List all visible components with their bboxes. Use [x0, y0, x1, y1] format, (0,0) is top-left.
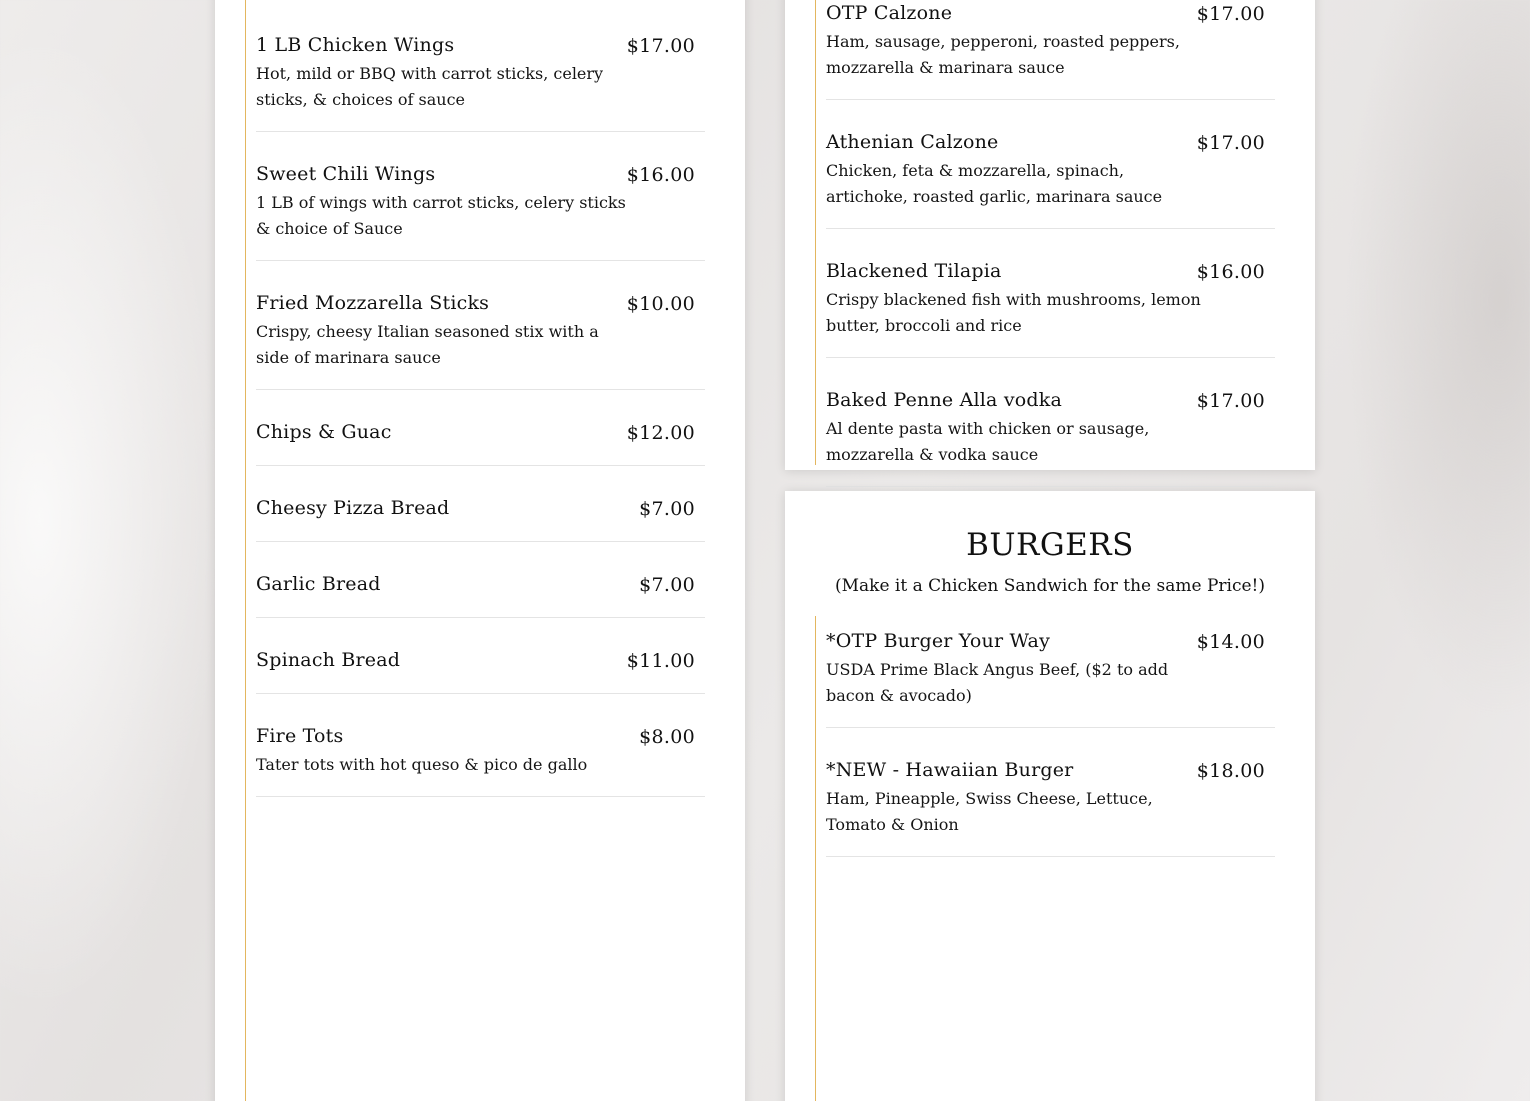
menu-item — [256, 0, 705, 132]
menu-item — [256, 132, 705, 261]
item-description: 1 LB of wings with carrot sticks, celery sticks & choice of Sauce — [256, 193, 626, 238]
item-description: Ham, Pineapple, Swiss Cheese, Lettuce, Tomato & Onion — [826, 789, 1153, 834]
menu-card-left — [215, 0, 745, 1101]
item-description: Hot, mild or BBQ with carrot sticks, celery sticks, & choices of sauce — [256, 64, 604, 109]
item-price: $10.00 — [626, 293, 695, 315]
menu-item-list — [245, 0, 706, 1101]
item-name: *NEW - Hawaiian Burger — [826, 759, 1074, 781]
item-price: $16.00 — [626, 164, 695, 186]
item-name: *OTP Burger Your Way — [826, 630, 1051, 652]
menu-item — [256, 261, 705, 390]
item-name: OTP Calzone — [826, 2, 953, 24]
item-price: $12.00 — [626, 422, 695, 444]
item-description: Crispy, cheesy Italian seasoned stix with a side of marinara sauce — [256, 322, 599, 367]
item-name: Spinach Bread — [256, 649, 401, 671]
menu-item — [826, 100, 1275, 229]
menu-card-right-top — [785, 0, 1315, 470]
item-description: Tater tots with hot queso & pico de gallo — [256, 755, 588, 774]
item-name: Fried Mozzarella Sticks — [256, 292, 490, 314]
item-price: $18.00 — [1196, 760, 1265, 782]
menu-item-list — [815, 616, 1276, 1101]
menu-item — [826, 0, 1275, 100]
item-price: $17.00 — [1196, 3, 1265, 25]
menu-item — [256, 390, 705, 466]
menu-item — [826, 616, 1275, 728]
item-name: Chips & Guac — [256, 421, 392, 443]
menu-item — [256, 618, 705, 694]
menu-item — [256, 542, 705, 618]
item-price: $17.00 — [1196, 390, 1265, 412]
item-name: Blackened Tilapia — [826, 260, 1002, 282]
section-title: BURGERS — [966, 527, 1134, 563]
item-price: $16.00 — [1196, 261, 1265, 283]
item-price: $11.00 — [626, 650, 695, 672]
item-name: Cheesy Pizza Bread — [256, 497, 450, 519]
item-name: 1 LB Chicken Wings — [256, 34, 455, 56]
menu-item — [256, 466, 705, 542]
menu-item — [826, 728, 1275, 857]
item-name: Fire Tots — [256, 725, 344, 747]
item-price: $17.00 — [1196, 132, 1265, 154]
item-price: $17.00 — [626, 35, 695, 57]
item-description: Ham, sausage, pepperoni, roasted peppers, mozzarella & marinara sauce — [826, 32, 1180, 77]
item-price: $14.00 — [1196, 631, 1265, 653]
item-name: Baked Penne Alla vodka — [826, 389, 1062, 411]
item-description: USDA Prime Black Angus Beef, ($2 to add bacon & avocado) — [826, 660, 1169, 705]
item-description: Al dente pasta with chicken or sausage, mozzarella & vodka sauce — [826, 419, 1150, 464]
item-description: Chicken, feta & mozzarella, spinach, artichoke, roasted garlic, marinara sauce — [826, 161, 1163, 206]
item-name: Sweet Chili Wings — [256, 163, 436, 185]
menu-item — [826, 358, 1275, 487]
item-name: Garlic Bread — [256, 573, 381, 595]
item-description: Crispy blackened fish with mushrooms, lemon butter, broccoli and rice — [826, 290, 1201, 335]
item-name: Athenian Calzone — [826, 131, 999, 153]
section-subtitle: (Make it a Chicken Sandwich for the same Price!) — [834, 576, 1266, 596]
item-price: $7.00 — [639, 574, 695, 596]
menu-item — [826, 229, 1275, 358]
item-price: $8.00 — [639, 726, 695, 748]
item-price: $7.00 — [639, 498, 695, 520]
menu-card-burgers — [785, 491, 1315, 1101]
menu-item-list — [815, 0, 1276, 465]
menu-item — [256, 694, 705, 797]
